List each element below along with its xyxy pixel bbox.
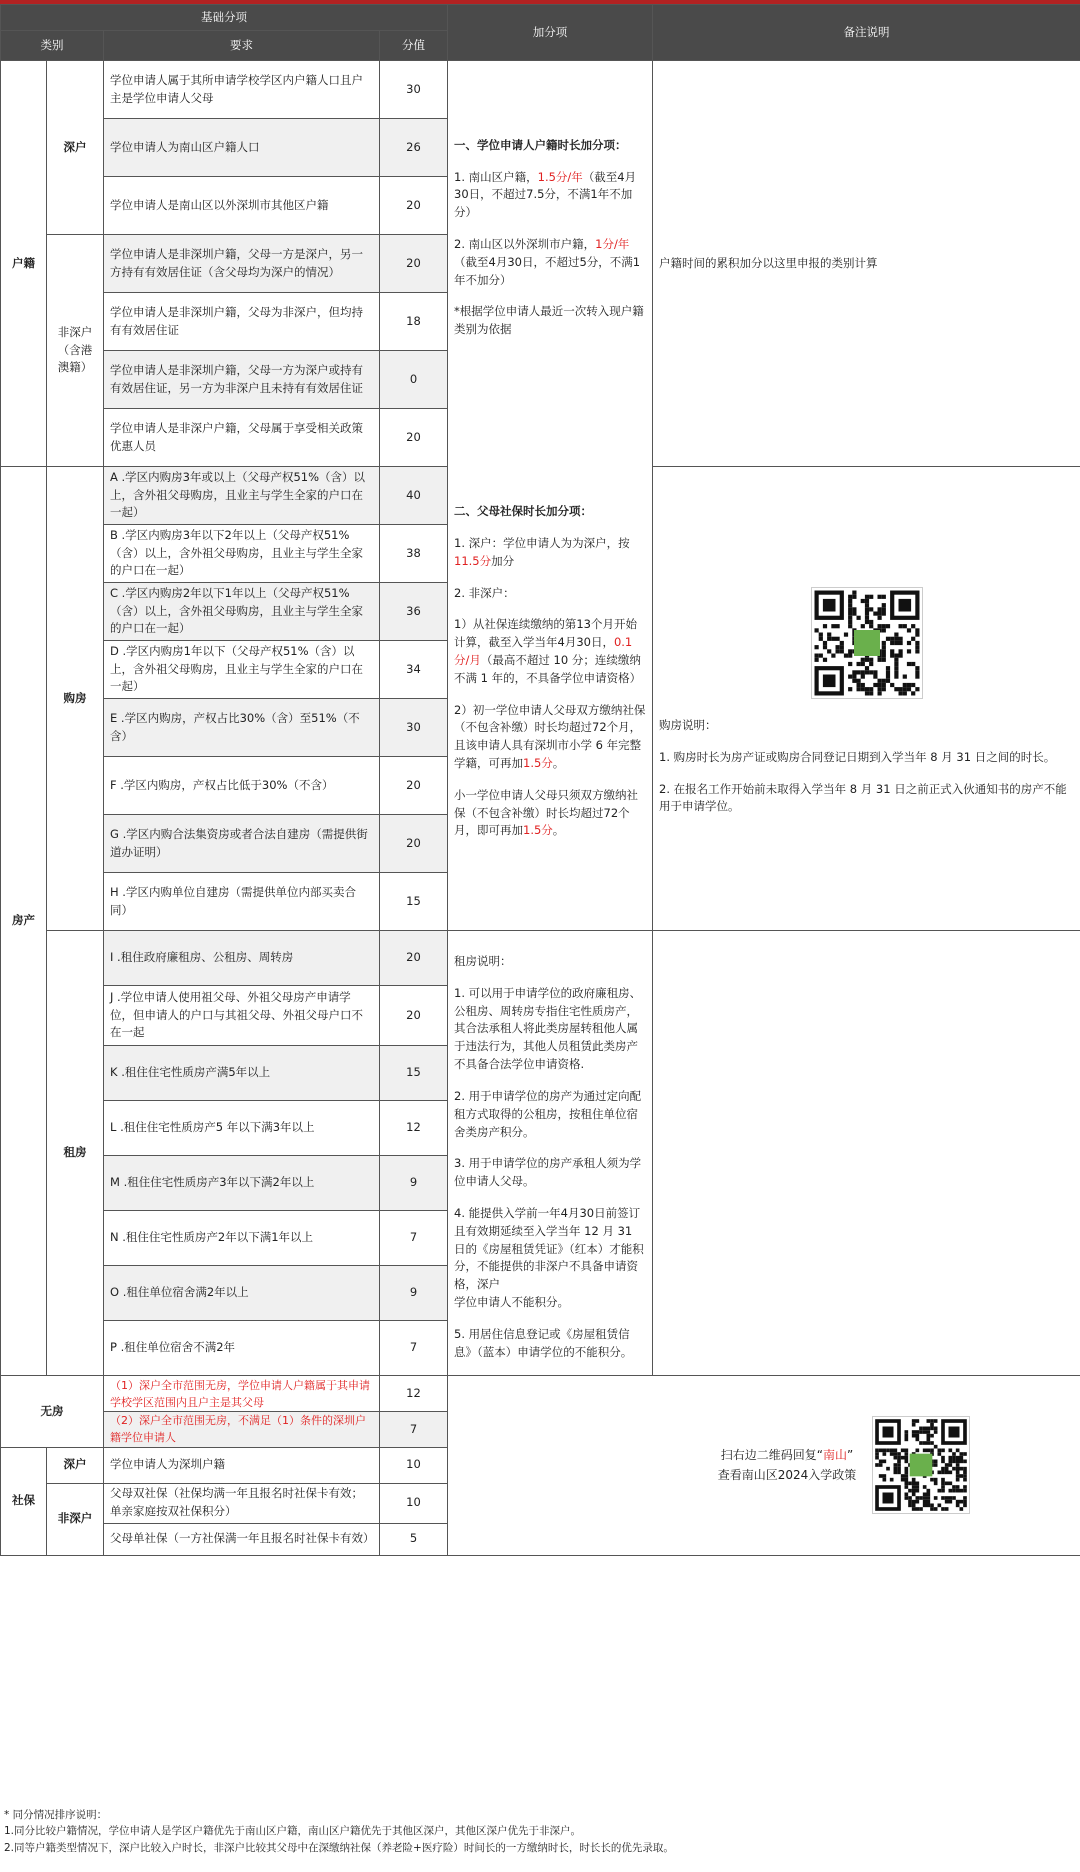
qr-panel <box>448 1376 1080 1555</box>
table-row-req: H .学区内购单位自建房（需提供单位内部买卖合同） <box>104 873 380 931</box>
header-requirement: 要求 <box>104 31 380 61</box>
table-row-score: 20 <box>380 757 448 815</box>
header-score: 分值 <box>380 31 448 61</box>
table-row-req: 学位申请人是非深圳户籍，父母为非深户，但均持有有效居住证 <box>104 293 380 351</box>
table-row-score: 40 <box>380 467 448 525</box>
footer-notes <box>0 1807 1080 1856</box>
table-row-score: 20 <box>380 235 448 293</box>
bonus-s1-p1: 1. 南山区户籍，1.5分/年（截至4月30日，不超过7.5分，不满1年不加分） <box>454 169 637 220</box>
note-buy-2: 2. 在报名工作开始前未取得入学当年 8 月 31 日之前正式入伙通知书的房产不能用于申请学位。 <box>659 781 1067 814</box>
table-row-req: M .租住住宅性质房产3年以下满2年以上 <box>104 1156 380 1211</box>
table-row-req: D .学区内购房1年以下（父母产权51%（含）以上，含外祖父母购房，且业主与学生全家的户口在一起） <box>104 641 380 699</box>
header-category: 类别 <box>1 31 104 61</box>
bonus-s1-p3: *根据学位申请人最近一次转入现户籍类别为依据 <box>454 304 644 337</box>
bonus-s1-p2: 2. 南山区以外深圳市户籍，1分/年（截至4月30日，不超过5分，不满1年不加分） <box>454 237 641 287</box>
table-row-req: N .租住住宅性质房产2年以下满1年以上 <box>104 1211 380 1266</box>
table-row-score: 10 <box>380 1483 448 1523</box>
note-rent-4: 4. 能提供入学前一年4月30日前签订且有效期延续至入学当年 12 月 31 日的《房屋租赁凭证》（红本）才能积分，不能提供的非深户不具备申请资格，深户 学位申请人不能积分。 <box>454 1205 644 1309</box>
table-row-req: 学位申请人是非深户户籍，父母属于享受相关政策优惠人员 <box>104 409 380 467</box>
table-row-score: 20 <box>380 177 448 235</box>
sub-rent: 租房 <box>47 931 104 1376</box>
table-row-score: 26 <box>380 119 448 177</box>
note-buy-title: 购房说明： <box>659 717 717 732</box>
table-row-req: 父母单社保（一方社保满一年且报名时社保卡有效） <box>104 1523 380 1555</box>
table-row-score: 10 <box>380 1447 448 1483</box>
qr-caption: 扫右边二维码回复“南山” 查看南山区2024入学政策 <box>717 1448 857 1483</box>
table-row-score: 15 <box>380 873 448 931</box>
note-rent-3: 3. 用于申请学位的房产承租人须为学位申请人父母。 <box>454 1156 642 1189</box>
table-row-req: O .租住单位宿舍满2年以上 <box>104 1266 380 1321</box>
bonus-s2-p2: 2. 非深户： <box>454 585 515 600</box>
table-row-score: 12 <box>380 1101 448 1156</box>
table-row-score: 18 <box>380 293 448 351</box>
bonus-s2-p4: 2）初一学位申请人父母双方缴纳社保（不包含补缴）时长均超过72个月，且该申请人具有深圳市小学 6 年完整学籍，可再加1.5分。 <box>454 702 646 770</box>
table-row-score: 7 <box>380 1211 448 1266</box>
table-row-req: I .租住政府廉租房、公租房、周转房 <box>104 931 380 986</box>
category-hukou: 户籍 <box>1 61 47 467</box>
table-row-req: （1）深户全市范围无房，学位申请人户籍属于其申请学校学区范围内且户主是其父母 <box>104 1376 380 1412</box>
footer-line-3: 2.同等户籍类型情况下，深户比较入户时长，非深户比较其父母中在深缴纳社保（养老险+医疗险）时间长的一方缴纳时长，时长长的优先录取。 <box>4 1841 674 1854</box>
qr-code-icon <box>872 1416 970 1514</box>
bonus-s2-p5: 小一学位申请人父母只须双方缴纳社保（不包含补缴）时长均超过72个月，即可再加1.5分。 <box>454 787 638 838</box>
sub-shenhu: 深户 <box>47 61 104 235</box>
note-rent-2: 2. 用于申请学位的房产为通过定向配租方式取得的公租房，按租住单位宿舍类房产积分。 <box>454 1088 642 1139</box>
table-row-req: 学位申请人是南山区以外深圳市其他区户籍 <box>104 177 380 235</box>
table-row-req: J .学位申请人使用祖父母、外祖父母房产申请学位，但申请人的户口与其祖父母、外祖父母户口不在一起 <box>104 986 380 1046</box>
table-row-req: L .租住住宅性质房产5 年以下满3年以上 <box>104 1101 380 1156</box>
sub-buy: 购房 <box>47 467 104 931</box>
category-social: 社保 <box>1 1447 47 1555</box>
qr-code-icon <box>811 587 923 699</box>
table-row-score: 38 <box>380 525 448 583</box>
note-rent-title: 租房说明： <box>454 954 512 968</box>
table-row-score: 36 <box>380 583 448 641</box>
table-row-req: 学位申请人属于其所申请学校学区内户籍人口且户主是学位申请人父母 <box>104 61 380 119</box>
table-row-score: 30 <box>380 699 448 757</box>
table-row-score: 0 <box>380 351 448 409</box>
table-row-score: 9 <box>380 1156 448 1211</box>
note-rent <box>448 931 653 1376</box>
bonus-s2-p3: 1）从社保连续缴纳的第13个月开始计算，截至入学当年4月30日，0.1分/月（最高不超过 10 分；连续缴纳不满 1 年的，不具备学位申请资格） <box>454 617 642 685</box>
bonus-s2-title: 二、父母社保时长加分项： <box>454 504 592 519</box>
sub-social-shenhu: 深户 <box>47 1447 104 1483</box>
table-row-score: 34 <box>380 641 448 699</box>
table-row-score: 15 <box>380 1046 448 1101</box>
sub-social-feishenhu: 非深户 <box>47 1483 104 1555</box>
table-row-score: 20 <box>380 986 448 1046</box>
table-row-req: 学位申请人为南山区户籍人口 <box>104 119 380 177</box>
table-row-req: （2）深户全市范围无房，不满足（1）条件的深圳户籍学位申请人 <box>104 1412 380 1447</box>
note-rent-5: 5. 用居住信息登记或《房屋租赁信息》（蓝本）申请学位的不能积分。 <box>454 1326 633 1359</box>
table-row-score: 5 <box>380 1523 448 1555</box>
table-row-score: 20 <box>380 815 448 873</box>
table-row-req: G .学区内购合法集资房或者合法自建房（需提供街道办证明） <box>104 815 380 873</box>
table-row-req: 学位申请人是非深圳户籍，父母一方是深户，另一方持有有效居住证（含父母均为深户的情况） <box>104 235 380 293</box>
bonus-s2-p1: 1. 深户：学位申请人为为深户，按11.5分加分 <box>454 535 630 568</box>
table-row-score: 20 <box>380 931 448 986</box>
table-row-score: 12 <box>380 1376 448 1412</box>
category-nohouse: 无房 <box>1 1376 104 1447</box>
bonus-s1-title: 一、学位申请人户籍时长加分项： <box>454 137 627 152</box>
category-property: 房产 <box>1 467 47 1376</box>
table-row-score: 7 <box>380 1321 448 1376</box>
table-row-score: 20 <box>380 409 448 467</box>
table-row-req: B .学区内购房3年以下2年以上（父母产权51%（含）以上，含外祖父母购房，且业主与学生全家的户口在一起） <box>104 525 380 583</box>
footer-line-2: 1.同分比较户籍情况，学位申请人是学区户籍优先于南山区户籍，南山区户籍优先于其他区深户，其他区深户优先于非深户。 <box>4 1825 582 1838</box>
note-buy <box>653 467 1080 931</box>
header-basic: 基础分项 <box>1 5 448 31</box>
table-row-req: F .学区内购房，产权占比低于30%（不含） <box>104 757 380 815</box>
table-row-req: 父母双社保（社保均满一年且报名时社保卡有效；单亲家庭按双社保积分） <box>104 1483 380 1523</box>
table-row-score: 7 <box>380 1412 448 1447</box>
note-buy-1: 1. 购房时长为房产证或购房合同登记日期到入学当年 8 月 31 日之间的时长。 <box>659 749 1056 764</box>
table-row-req: A .学区内购房3年或以上（父母产权51%（含）以上，含外祖父母购房，且业主与学生全家的户口在一起） <box>104 467 380 525</box>
score-table <box>0 4 1080 1556</box>
table-row-score: 30 <box>380 61 448 119</box>
note-hukou: 户籍时间的累积加分以这里申报的类别计算 <box>653 61 1080 467</box>
table-row-req: K .租住住宅性质房产满5年以上 <box>104 1046 380 1101</box>
footer-line-1: * 同分情况排序说明： <box>4 1809 108 1821</box>
note-rent-1: 1. 可以用于申请学位的政府廉租房、公租房、周转房专指住宅性质房产，其合法承租人将此类房屋转租他人属于违法行为，其他人员租赁此类房产不具备合法学位申请资格. <box>454 985 642 1072</box>
header-bonus: 加分项 <box>448 5 653 61</box>
table-row-score: 9 <box>380 1266 448 1321</box>
table-row-req: E .学区内购房，产权占比30%（含）至51%（不含） <box>104 699 380 757</box>
table-row-req: P .租住单位宿舍不满2年 <box>104 1321 380 1376</box>
sub-feishenhu: 非深户 （含港澳籍） <box>47 235 104 467</box>
header-notes: 备注说明 <box>653 5 1080 61</box>
bonus-column <box>448 61 653 931</box>
table-row-req: 学位申请人是非深圳户籍，父母一方为深户或持有有效居住证，另一方为非深户且未持有有效居住证 <box>104 351 380 409</box>
table-row-req: C .学区内购房2年以下1年以上（父母产权51%（含）以上，含外祖父母购房，且业主与学生全家的户口在一起） <box>104 583 380 641</box>
table-row-req: 学位申请人为深圳户籍 <box>104 1447 380 1483</box>
